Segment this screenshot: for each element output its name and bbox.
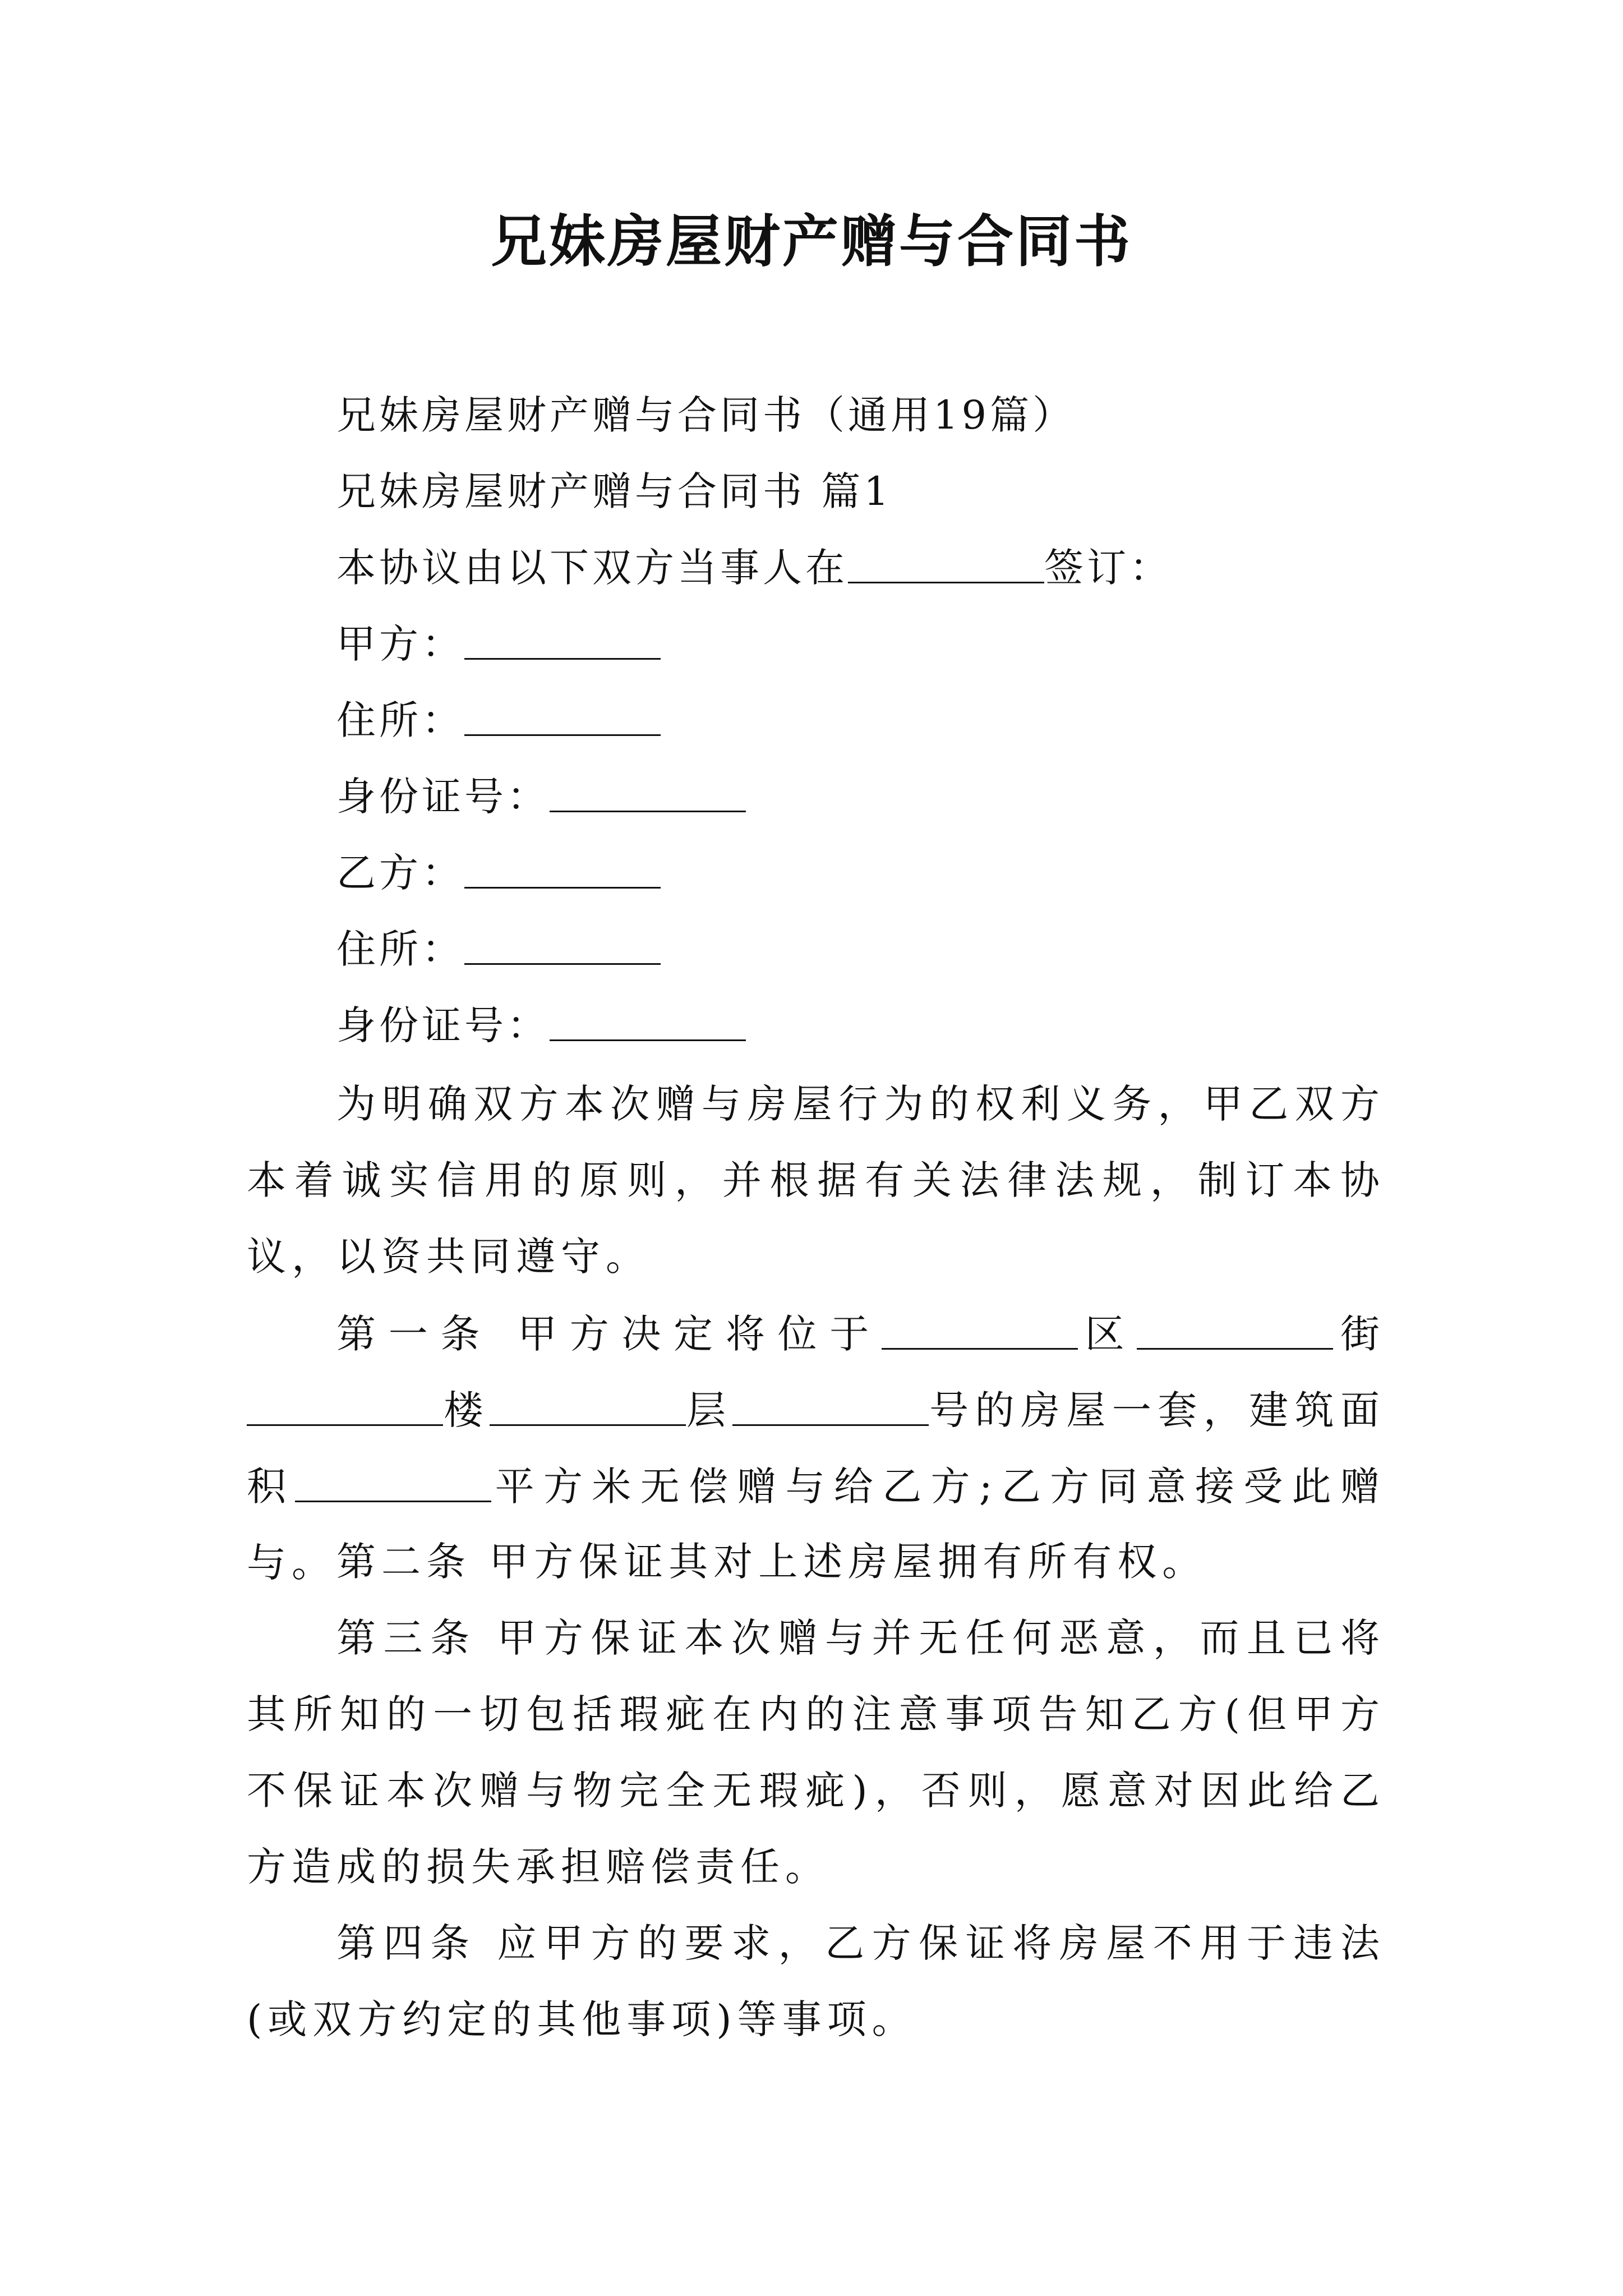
- building-blank: [247, 1385, 443, 1426]
- party-a-line: [336, 616, 661, 672]
- floor-blank: [490, 1385, 686, 1426]
- intro-text-end: 签订：: [1044, 545, 1172, 591]
- party-a-label: 甲方：: [336, 621, 464, 667]
- party-b-address-label: 住所：: [336, 926, 464, 972]
- party-a-address-blank: [464, 695, 661, 736]
- article-1-street: 街: [1333, 1311, 1385, 1357]
- document-subtitle: 兄妹房屋财产赠与合同书（通用19篇）: [336, 392, 1076, 438]
- article-1-district: 区: [1077, 1311, 1137, 1357]
- party-a-id-label: 身份证号：: [336, 774, 550, 820]
- party-b-id-label: 身份证号：: [336, 1002, 550, 1048]
- party-b-id-blank: [550, 1000, 746, 1041]
- party-b-line: [336, 845, 661, 901]
- article-1-number: 号的房屋一套，建筑面积: [247, 1387, 1386, 1510]
- article-4-paragraph: 第四条 应甲方的要求，乙方保证将房屋不用于违法(或双方约定的其他事项)等事项。: [247, 1920, 1385, 2042]
- party-b-address-blank: [464, 924, 661, 965]
- party-b-address-line: [336, 921, 661, 977]
- party-b-blank: [464, 848, 661, 889]
- street-blank: [1137, 1309, 1333, 1350]
- party-a-id-blank: [550, 771, 746, 812]
- section-heading: 兄妹房屋财产赠与合同书 篇1: [336, 468, 892, 514]
- article-1-building: 楼: [443, 1387, 490, 1433]
- party-a-address-line: [336, 692, 661, 748]
- intro-text: 本协议由以下双方当事人在: [336, 545, 848, 591]
- party-b-label: 乙方：: [336, 850, 464, 896]
- preamble-paragraph: 为明确双方本次赠与房屋行为的权利义务，甲乙双方本着诚实信用的原则，并根据有关法律法规，制订本协议，以资共同遵守。: [247, 1081, 1385, 1280]
- party-a-address-label: 住所：: [336, 697, 464, 743]
- article-1-text: 第一条 甲方决定将位于: [336, 1311, 882, 1357]
- party-a-blank: [464, 619, 661, 660]
- district-blank: [882, 1309, 1078, 1350]
- area-blank: [295, 1461, 491, 1502]
- party-b-id-line: [336, 997, 746, 1053]
- article-3-paragraph: 第三条 甲方保证本次赠与并无任何恶意，而且已将其所知的一切包括瑕疵在内的注意事项告知乙方(但甲方不保证本次赠与物完全无瑕疵)，否则，愿意对因此给乙方造成的损失承担赔偿责任。: [247, 1615, 1385, 1890]
- article-2-paragraph: 第二条 甲方保证其对上述房屋拥有所有权。: [336, 1539, 1207, 1585]
- article-1-floor: 层: [685, 1387, 732, 1433]
- party-a-id-line: [336, 769, 746, 825]
- number-blank: [732, 1385, 929, 1426]
- article-1-end: 平方米无偿赠与给乙方;乙方同意接受此赠与。: [247, 1464, 1385, 1586]
- location-blank: [848, 542, 1044, 583]
- document-title: 兄妹房屋财产赠与合同书: [491, 208, 1132, 274]
- intro-line: [336, 540, 1172, 596]
